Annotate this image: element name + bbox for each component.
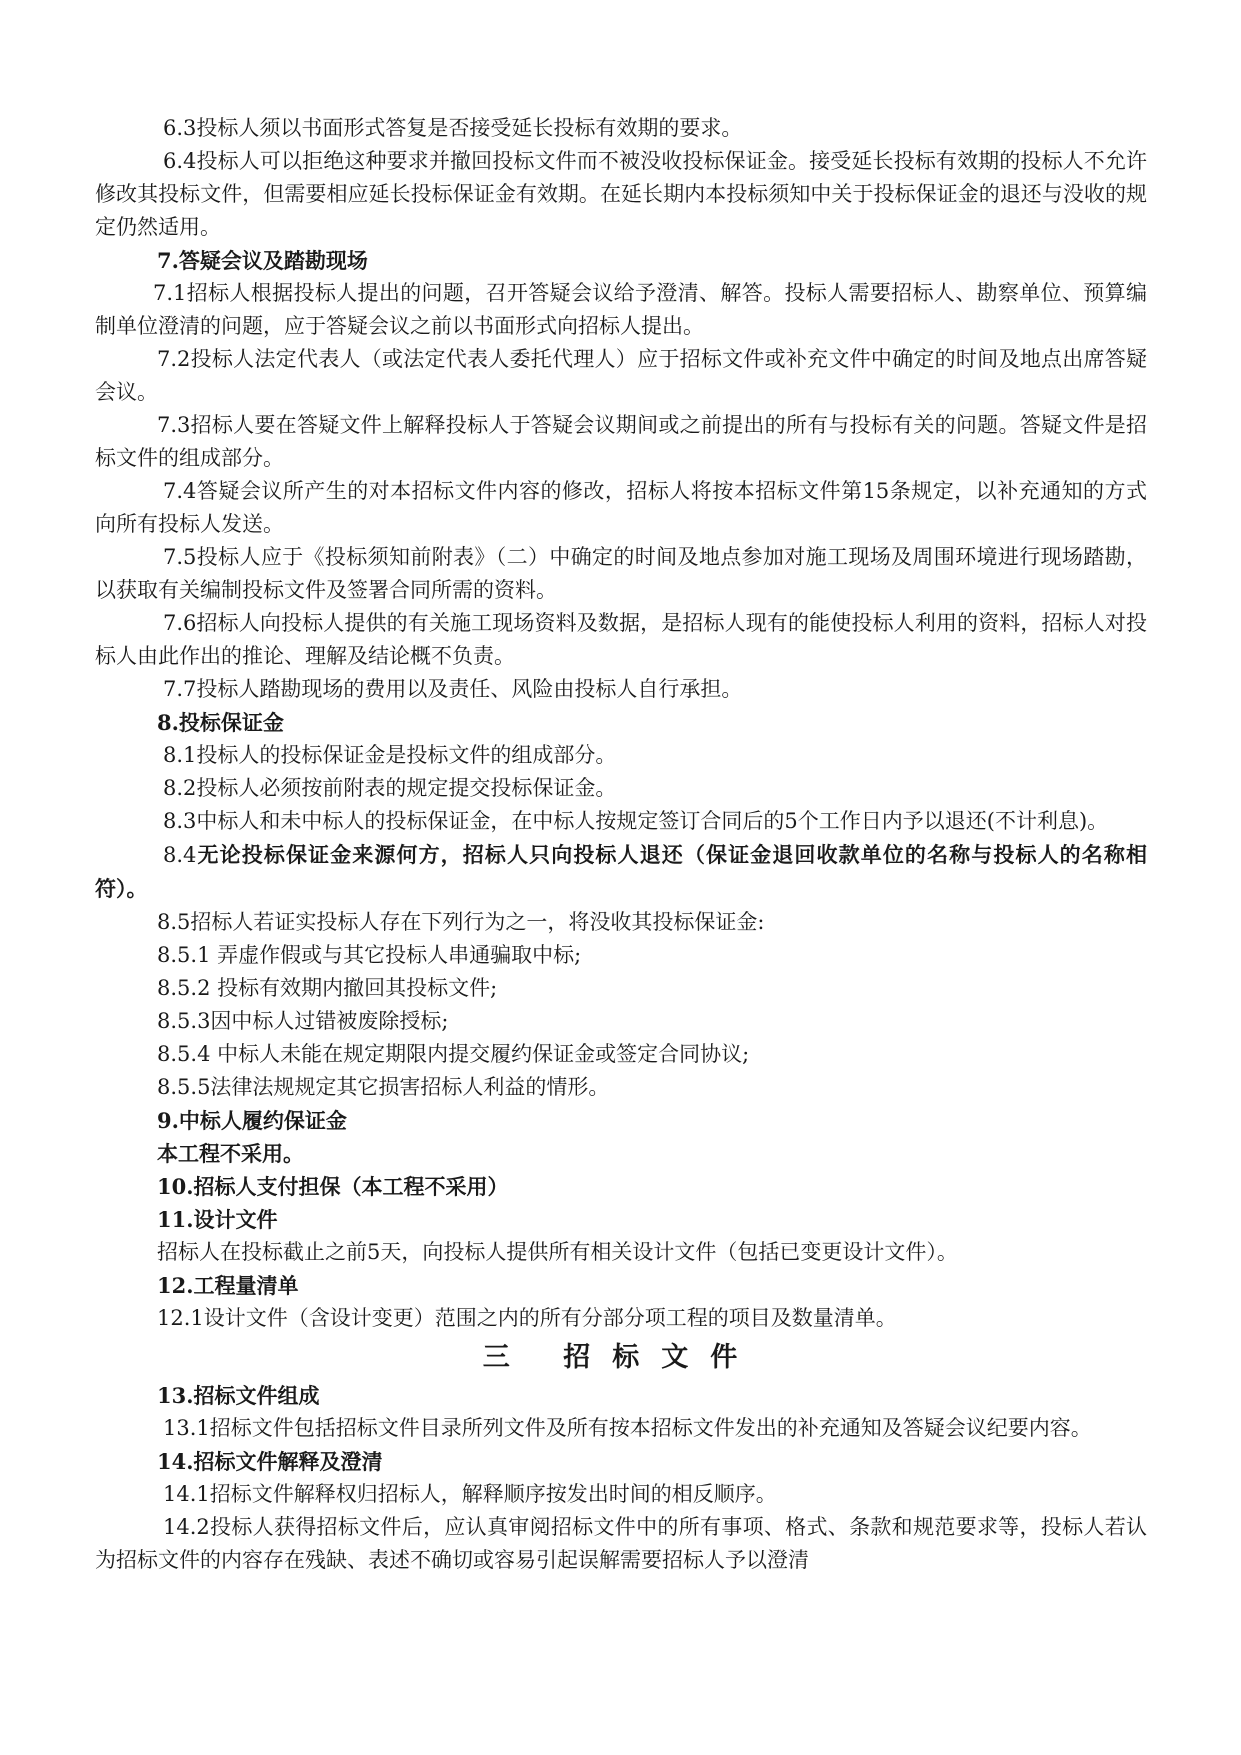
section-title: 三 招标文件 <box>482 1342 760 1373</box>
paragraph-9: 本工程不采用。 <box>157 1141 304 1166</box>
paragraph-7-2: 7.2投标人法定代表人（或法定代表人委托代理人）应于招标文件或补充文件中确定的时间及地点出席答疑会议。 <box>95 347 1147 404</box>
heading-13: 13.招标文件组成 <box>157 1383 320 1408</box>
heading-14: 14.招标文件解释及澄清 <box>157 1449 383 1474</box>
paragraph-8-5: 8.5招标人若证实投标人存在下列行为之一，将没收其投标保证金: <box>157 910 765 934</box>
paragraph-8-2: 8.2投标人必须按前附表的规定提交投标保证金。 <box>163 776 617 800</box>
paragraph-14-2: 14.2投标人获得招标文件后，应认真审阅招标文件中的所有事项、格式、条款和规范要求等，投标人若认为招标文件的内容存在残缺、表述不确切或容易引起误解需要招标人予以澄清 <box>95 1515 1147 1572</box>
paragraph-7-1: 7.1招标人根据投标人提出的问题，召开答疑会议给予澄清、解答。投标人需要招标人、勘察单位、预算编制单位澄清的问题，应于答疑会议之前以书面形式向招标人提出。 <box>95 281 1147 338</box>
heading-11: 11.设计文件 <box>157 1207 278 1232</box>
document-page <box>95 112 1147 1577</box>
paragraph-7-6: 7.6招标人向投标人提供的有关施工现场资料及数据，是招标人现有的能使投标人利用的资料，招标人对投标人由此作出的推论、理解及结论概不负责。 <box>95 611 1147 668</box>
paragraph-13-1: 13.1招标文件包括招标文件目录所列文件及所有按本招标文件发出的补充通知及答疑会议纪要内容。 <box>163 1416 1092 1440</box>
paragraph-6-3: 6.3投标人须以书面形式答复是否接受延长投标有效期的要求。 <box>163 116 743 140</box>
paragraph-8-4-number: 8.4 <box>163 843 197 867</box>
paragraph-8-5-3: 8.5.3因中标人过错被废除授标; <box>157 1009 449 1033</box>
paragraph-7-5: 7.5投标人应于《投标须知前附表》（二）中确定的时间及地点参加对施工现场及周围环境进行现场踏勘，以获取有关编制投标文件及签署合同所需的资料。 <box>95 545 1147 602</box>
paragraph-8-3: 8.3中标人和未中标人的投标保证金，在中标人按规定签订合同后的5个工作日内予以退还(不计利息)。 <box>163 809 1109 833</box>
paragraph-8-1: 8.1投标人的投标保证金是投标文件的组成部分。 <box>163 743 617 767</box>
paragraph-8-4 <box>95 838 1147 906</box>
paragraph-6-4: 6.4投标人可以拒绝这种要求并撤回投标文件而不被没收投标保证金。接受延长投标有效期的投标人不允许修改其投标文件，但需要相应延长投标保证金有效期。在延长期内本投标须知中关于投标保证金的退还与没收的规定仍然适用。 <box>95 149 1147 239</box>
heading-7: 7.答疑会议及踏勘现场 <box>157 248 368 273</box>
paragraph-12-1: 12.1设计文件（含设计变更）范围之内的所有分部分项工程的项目及数量清单。 <box>157 1306 897 1330</box>
paragraph-11: 招标人在投标截止之前5天，向投标人提供所有相关设计文件（包括已变更设计文件）。 <box>157 1240 958 1264</box>
paragraph-8-5-2: 8.5.2 投标有效期内撤回其投标文件; <box>157 976 498 1000</box>
paragraph-14-1: 14.1招标文件解释权归招标人，解释顺序按发出时间的相反顺序。 <box>163 1482 777 1506</box>
heading-10: 10.招标人支付担保（本工程不采用） <box>157 1174 509 1199</box>
paragraph-8-5-1: 8.5.1 弄虚作假或与其它投标人串通骗取中标; <box>157 943 582 967</box>
paragraph-8-5-4: 8.5.4 中标人未能在规定期限内提交履约保证金或签定合同协议; <box>157 1042 750 1066</box>
paragraph-7-3: 7.3招标人要在答疑文件上解释投标人于答疑会议期间或之前提出的所有与投标有关的问题。答疑文件是招标文件的组成部分。 <box>95 413 1147 470</box>
heading-8: 8.投标保证金 <box>157 710 284 735</box>
paragraph-8-4-bold-text: 无论投标保证金来源何方，招标人只向投标人退还（保证金退回收款单位的名称与投标人的名称相符）。 <box>95 842 1147 901</box>
paragraph-7-7: 7.7投标人踏勘现场的费用以及责任、风险由投标人自行承担。 <box>163 677 743 701</box>
heading-9: 9.中标人履约保证金 <box>157 1108 347 1133</box>
heading-12: 12.工程量清单 <box>157 1273 299 1298</box>
paragraph-7-4: 7.4答疑会议所产生的对本招标文件内容的修改，招标人将按本招标文件第15条规定，以补充通知的方式向所有投标人发送。 <box>95 479 1147 536</box>
paragraph-8-5-5: 8.5.5法律法规规定其它损害招标人利益的情形。 <box>157 1075 610 1099</box>
